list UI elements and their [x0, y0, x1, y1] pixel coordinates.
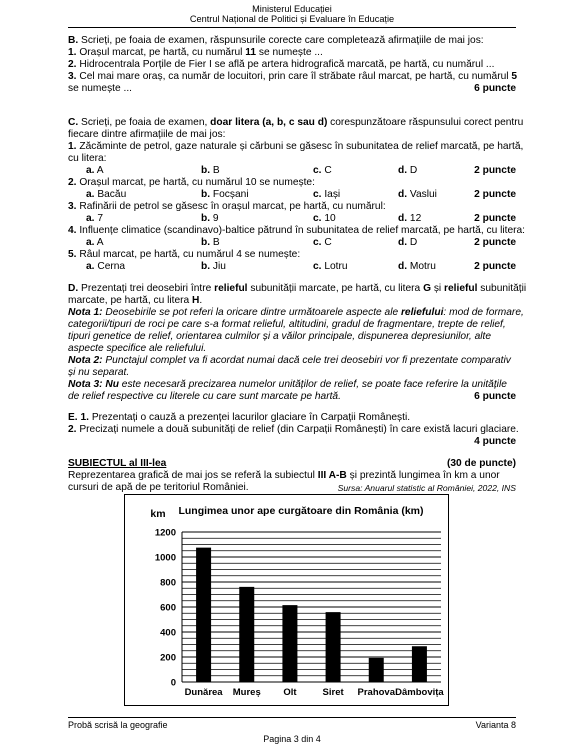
section-b: B. Scrieți, pe foaia de examen, răspunsurile corecte care completează afirmațiile de mai jos: 1. Orașul marcat, pe hartă, cu numărul 11 se numește ... 2. Hidrocentrala Porțile de Fier I se află pe artera hidrografică marcată, pe hartă, cu numărul ... 3. Cel mai mare oraș, ca număr de locuitori, prin care îl străbate râul marcat, pe hartă, cu numărul 5 se numește ... 6 puncte [68, 35, 518, 94]
x-tick-label: Dunărea [184, 687, 223, 698]
bar-siret [326, 612, 341, 682]
question-line: 2. Orașul marcat, pe hartă, cu numărul 10 se numește: [68, 177, 315, 188]
y-tick-label: 600 [160, 602, 176, 614]
option: d. D [398, 237, 418, 248]
x-tick-label: Prahova [357, 687, 395, 698]
question-line: 1. Zăcăminte de petrol, gaze naturale și cărbuni se găsesc în subunitatea de relief marcată, pe hartă, [68, 141, 524, 152]
question-points: 2 puncte [474, 165, 516, 176]
bar-olt [282, 605, 297, 682]
chart-y-ticks [155, 528, 176, 689]
chart-svg [125, 495, 448, 705]
options-row [68, 213, 516, 225]
option: c. C [313, 165, 332, 176]
section-c: C. Scrieți, pe foaia de examen, doar litera (a, b, c sau d) corespunzătoare răspunsului corect pentru fiecare dintre afirmațiile de mai jos: 1. Zăcăminte de petrol, gaze naturale și cărbuni se găsesc în subunitatea de relief marcată, pe hartă, cu litera: a. A b. B c. C d. D 2 puncte 2. Orașul marcat, pe hartă, cu numărul 10 se numește: a. Bacău b. Focșani c. Iași d. Vaslui 2 puncte 3. Rafinării de petrol se găsesc în orașul marcat, pe hartă, cu numărul: a. 7 b. 9 c. 10 d. 12 2 puncte 4. Influențe climatice (scandinavo)-baltice pătrund în subunitatea de relief marcată, pe hartă, cu litera: a. A b. B c. C d. D 2 puncte 5. Râul marcat, pe hartă, cu numărul 4 se numește: a. Cerna b. Jiu c. Lotru d. Motru 2 puncte [68, 117, 526, 272]
question-line: 4. Influențe climatice (scandinavo)-baltice pătrund în subunitatea de relief marcată, pe hartă, cu litera: [68, 225, 526, 236]
subject-3: SUBIECTUL al III-lea (30 de puncte) Reprezentarea grafică de mai jos se referă la subiectul III A-B și prezintă lungimea în km a unor cursuri de apă de pe teritoriul României. Sursa: Anuarul statistic al României, 2022, INS [68, 458, 516, 493]
option: d. 12 [398, 213, 422, 224]
chart-source: Sursa: Anuarul statistic al României, 2022, INS [337, 483, 516, 493]
options-row [68, 165, 516, 177]
option: c. Lotru [313, 261, 348, 272]
y-tick-label: 0 [170, 677, 176, 689]
bar-dunărea [196, 548, 211, 682]
subject-3-points: (30 de puncte) [446, 458, 516, 469]
option: d. Motru [398, 261, 436, 272]
option: a. Cerna [86, 261, 126, 272]
x-tick-label: Dâmbovița [395, 687, 444, 698]
section-d-points: 6 puncte [474, 391, 516, 402]
question-line: cu litera: [68, 153, 107, 164]
options-row [68, 261, 516, 273]
option: d. D [398, 165, 418, 176]
chart-grid [182, 532, 441, 682]
y-tick-label: 200 [160, 652, 176, 664]
option: b. 9 [201, 213, 219, 224]
option: a. 7 [86, 213, 104, 224]
header-rule [68, 27, 516, 28]
x-tick-label: Siret [322, 687, 344, 698]
option: c. C [313, 237, 332, 248]
river-length-chart [124, 494, 449, 706]
page-number: Pagina 3 din 4 [263, 734, 321, 744]
option: c. Iași [313, 189, 341, 200]
bar-mureș [239, 587, 254, 682]
section-e: E. 1. Prezentați o cauză a prezenței lacurilor glaciare în Carpații Românești. 2. Precizați numele a două subunități de relief (din Carpații Românești) în care există lacuri glaciare. 4 puncte [68, 412, 519, 447]
options-row [68, 189, 516, 201]
footer-rule [68, 717, 516, 718]
option: b. Focșani [201, 189, 249, 200]
option: a. Bacău [86, 189, 127, 200]
chart-bars [196, 548, 427, 682]
ministry-name: Ministerul Educației [252, 4, 332, 14]
y-tick-label: 1000 [154, 552, 176, 564]
question-points: 2 puncte [474, 261, 516, 272]
x-tick-label: Mureș [232, 687, 261, 698]
section-d: D. Prezentați trei deosebiri între relieful subunității marcate, pe hartă, cu litera G și relieful subunității marcate, pe hartă, cu litera H. Nota 1: Deosebirile se pot referi la oricare dintre următoarele aspecte ale reliefului: mod de formare, categorii/tipuri de roci pe care s-a format relieful, altitudini, gradul de fragmentare, trepte de relief, tipuri genetice de relief, orientarea culmilor și a văilor principale, dispunerea depresiunilor, alte aspecte specifice ale reliefului. Nota 2: Punctajul complet va fi acordat numai dacă cele trei deosebiri vor fi prezentate comparativ și nu separat. Nota 3: Nu este necesară precizarea numelor unităților de relief, se poate face referire la unitățile de relief respective cu literele cu care sunt marcate pe hartă. 6 puncte [68, 283, 527, 402]
y-tick-label: 1200 [154, 527, 176, 539]
y-tick-label: 800 [160, 577, 176, 589]
section-b-points: 6 puncte [474, 83, 516, 94]
option: d. Vaslui [398, 189, 437, 200]
chart-x-ticks [185, 687, 445, 698]
question-line: 3. Rafinării de petrol se găsesc în orașul marcat, pe hartă, cu numărul: [68, 201, 386, 212]
question-line: 5. Râul marcat, pe hartă, cu numărul 4 se numește: [68, 249, 301, 260]
x-tick-label: Olt [283, 687, 297, 698]
footer-right: Varianta 8 [475, 720, 516, 730]
bar-dâmbovița [412, 646, 427, 682]
option: b. B [201, 165, 220, 176]
bar-prahova [369, 658, 384, 682]
question-points: 2 puncte [474, 213, 516, 224]
options-row [68, 237, 516, 249]
subject-3-title: SUBIECTUL al III-lea [68, 458, 167, 469]
chart-y-axis-label: km [150, 508, 166, 520]
option: a. A [86, 237, 104, 248]
footer-left: Probă scrisă la geografie [68, 720, 168, 730]
section-e-points: 4 puncte [474, 436, 516, 447]
option: a. A [86, 165, 104, 176]
y-tick-label: 400 [160, 627, 176, 639]
chart-title: Lungimea unor ape curgătoare din România (km) [178, 505, 424, 517]
section-c-questions [68, 141, 526, 273]
question-points: 2 puncte [474, 189, 516, 200]
option: c. 10 [313, 213, 336, 224]
center-name: Centrul Național de Politici și Evaluare în Educație [189, 14, 395, 24]
option: b. B [201, 237, 220, 248]
option: b. Jiu [201, 261, 226, 272]
question-points: 2 puncte [474, 237, 516, 248]
